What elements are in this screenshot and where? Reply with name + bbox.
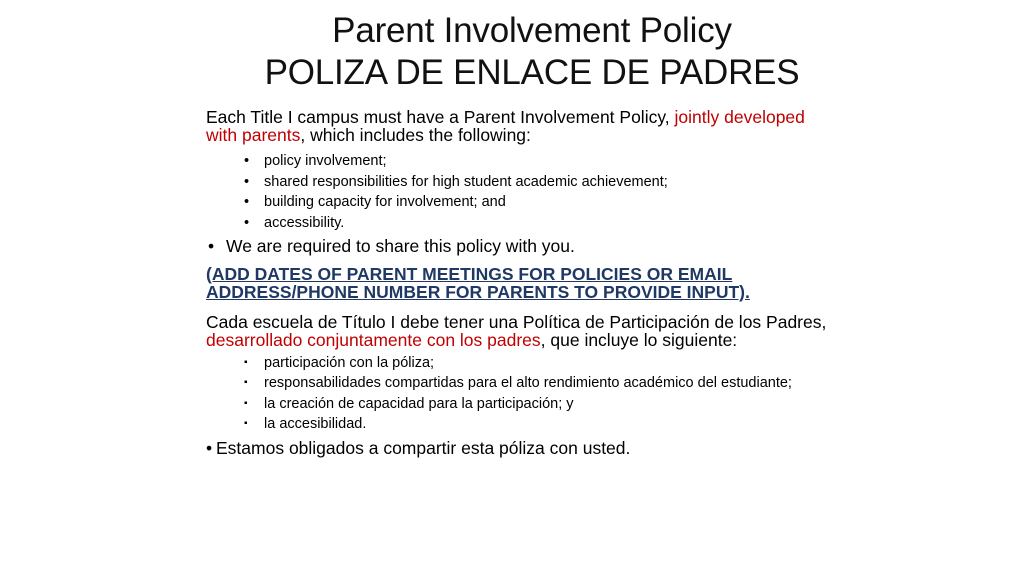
list-item-text: responsabilidades compartidas para el alto rendimiento académico del estudiante; xyxy=(264,375,792,391)
spanish-share-text: Estamos obligados a compartir esta póliza con usted. xyxy=(216,438,631,458)
list-item xyxy=(206,374,836,392)
spanish-requirements-list xyxy=(206,354,836,434)
bullet-dot-icon: • xyxy=(244,173,250,190)
list-item-text: accessibility. xyxy=(264,214,345,231)
bullet-dot-icon: • xyxy=(208,235,215,256)
bullet-dot-icon: • xyxy=(206,438,213,458)
list-item-text: building capacity for involvement; and xyxy=(264,194,506,210)
list-item xyxy=(206,354,836,372)
title-line-english: Parent Involvement Policy xyxy=(332,11,732,50)
list-item xyxy=(206,173,836,191)
list-item xyxy=(206,193,836,211)
list-item-text: participación con la póliza; xyxy=(264,354,435,371)
english-intro-highlight: jointly developed with parents xyxy=(206,107,805,145)
spanish-intro-highlight: desarrollado conjuntamente con los padres xyxy=(206,329,541,350)
spanish-intro-paragraph xyxy=(206,313,836,349)
list-item-text: la accesibilidad. xyxy=(264,416,367,432)
meeting-dates-note: (ADD DATES OF PARENT MEETINGS FOR POLICIES OR EMAIL ADDRESS/PHONE NUMBER FOR PARENTS TO PROVIDE INPUT). xyxy=(206,263,750,302)
english-intro-paragraph xyxy=(206,108,836,144)
slide-body xyxy=(206,108,836,457)
list-item xyxy=(206,395,836,413)
slide-title xyxy=(0,10,1024,94)
english-share-text: We are required to share this policy with you. xyxy=(226,235,575,256)
list-item xyxy=(206,152,836,170)
title-line-spanish: POLIZA DE ENLACE DE PADRES xyxy=(264,53,800,92)
list-item-text: shared responsibilities for high student academic achievement; xyxy=(264,173,668,190)
spanish-intro-text: Cada escuela de Título I debe tener una Política de Participación de los Padres, xyxy=(206,311,827,332)
english-requirements-list xyxy=(206,152,836,232)
english-intro-text-end: , which includes the following: xyxy=(300,125,531,145)
bullet-dot-icon: • xyxy=(244,153,250,169)
list-item xyxy=(206,415,836,433)
bullet-square-icon: ▪ xyxy=(244,356,248,368)
spanish-intro-text-end: , que incluye lo siguiente: xyxy=(540,329,738,350)
list-item-text: policy involvement; xyxy=(264,153,387,169)
bullet-square-icon: ▪ xyxy=(244,397,248,409)
list-item xyxy=(206,214,836,232)
spanish-share-statement xyxy=(206,439,836,457)
list-item-text: la creación de capacidad para la participación; y xyxy=(264,395,574,412)
bullet-square-icon: ▪ xyxy=(244,418,248,429)
english-share-statement xyxy=(206,237,836,255)
bullet-square-icon: ▪ xyxy=(244,377,248,388)
english-intro-text: Each Title I campus must have a Parent Involvement Policy, xyxy=(206,107,675,127)
bullet-dot-icon: • xyxy=(244,214,250,231)
bullet-dot-icon: • xyxy=(244,194,250,210)
